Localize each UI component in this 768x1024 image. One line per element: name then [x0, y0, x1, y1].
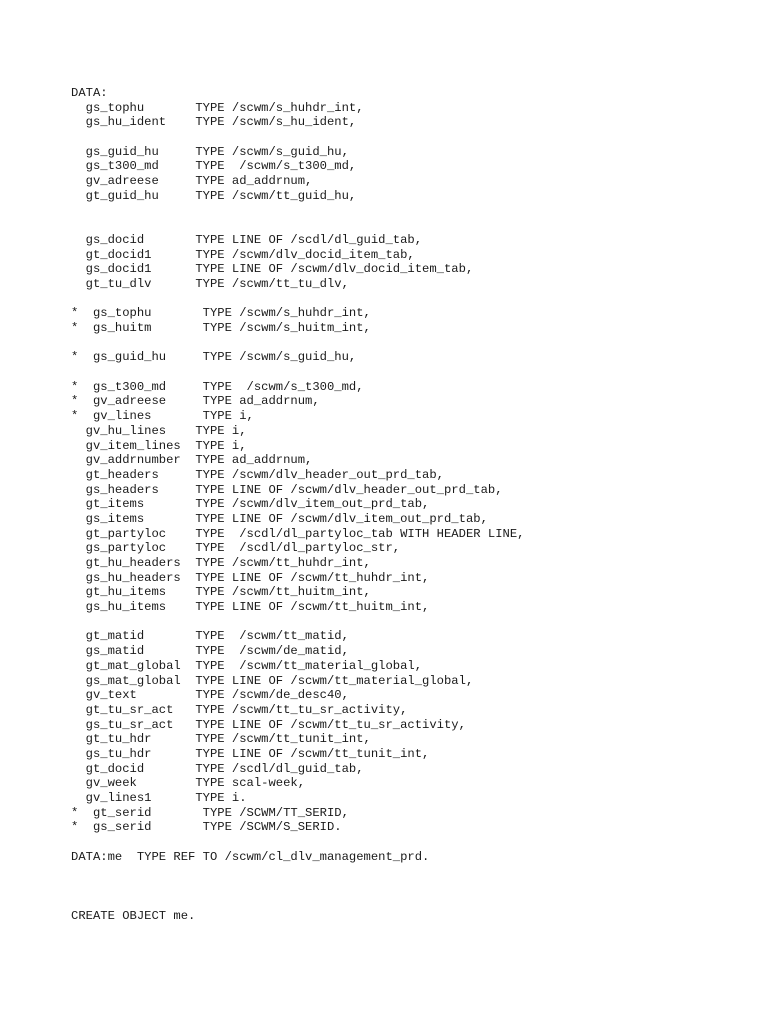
code-line: gs_hu_headers TYPE LINE OF /scwm/tt_huhdr_int, [71, 570, 430, 585]
code-line: gv_item_lines TYPE i, [71, 438, 247, 453]
code-line: gv_adreese TYPE ad_addrnum, [71, 174, 313, 189]
code-line: gt_hu_headers TYPE /scwm/tt_huhdr_int, [71, 556, 371, 570]
code-line: gt_partyloc TYPE /scdl/dl_partyloc_tab WITH HEADER LINE, [71, 526, 525, 541]
code-line: gt_items TYPE /scwm/dlv_item_out_prd_tab, [71, 497, 430, 512]
code-line: gt_matid TYPE /scwm/tt_matid, [71, 629, 349, 644]
code-line: gs_docid TYPE LINE OF /scdl/dl_guid_tab, [71, 232, 423, 247]
code-line: gs_headers TYPE LINE OF /scwm/dlv_header_out_prd_tab, [71, 482, 503, 497]
code-line: gt_headers TYPE /scwm/dlv_header_out_prd_tab, [71, 467, 444, 482]
code-line [71, 130, 751, 145]
code-line: * gs_guid_hu TYPE /scwm/s_guid_hu, [71, 350, 357, 365]
code-line: gt_tu_hdr TYPE /scwm/tt_tunit_int, [71, 732, 371, 747]
code-line: CREATE OBJECT me. [71, 908, 196, 923]
code-line: * gt_serid TYPE /SCWM/TT_SERID, [71, 805, 349, 820]
code-line [71, 365, 751, 380]
code-line: * gs_huitm TYPE /scwm/s_huitm_int, [71, 321, 371, 335]
code-line: gv_hu_lines TYPE i, [71, 423, 247, 438]
code-line [71, 864, 751, 879]
code-line [71, 292, 751, 307]
code-line: gt_guid_hu TYPE /scwm/tt_guid_hu, [71, 188, 357, 203]
code-line: gs_hu_ident TYPE /scwm/s_hu_ident, [71, 115, 357, 130]
code-line: gv_text TYPE /scwm/de_desc40, [71, 688, 349, 703]
code-line: gv_lines1 TYPE i. [71, 791, 247, 805]
code-line: * gv_adreese TYPE ad_addrnum, [71, 394, 320, 409]
code-line: * gv_lines TYPE i, [71, 409, 254, 424]
code-line: gv_week TYPE scal-week, [71, 776, 306, 791]
code-line: * gs_t300_md TYPE /scwm/s_t300_md, [71, 379, 364, 394]
code-line: gs_t300_md TYPE /scwm/s_t300_md, [71, 159, 357, 174]
code-line: gt_docid1 TYPE /scwm/dlv_docid_item_tab, [71, 247, 415, 262]
code-line [71, 336, 751, 351]
code-line: DATA:me TYPE REF TO /scwm/cl_dlv_management_prd. [71, 849, 430, 864]
code-line: gs_tu_hdr TYPE LINE OF /scwm/tt_tunit_int, [71, 746, 430, 761]
code-line [71, 218, 751, 233]
code-line: gs_partyloc TYPE /scdl/dl_partyloc_str, [71, 541, 401, 556]
code-line [71, 615, 751, 630]
code-line: gs_guid_hu TYPE /scwm/s_guid_hu, [71, 144, 349, 159]
code-line: gv_addrnumber TYPE ad_addrnum, [71, 453, 313, 468]
code-line: gs_tophu TYPE /scwm/s_huhdr_int, [71, 100, 364, 115]
code-line: gt_mat_global TYPE /scwm/tt_material_global, [71, 658, 423, 673]
code-line: * gs_serid TYPE /SCWM/S_SERID. [71, 820, 342, 835]
code-line: gt_tu_sr_act TYPE /scwm/tt_tu_sr_activity, [71, 702, 408, 717]
code-line [71, 894, 751, 909]
code-line: gt_tu_dlv TYPE /scwm/tt_tu_dlv, [71, 276, 349, 291]
code-line: gs_matid TYPE /scwm/de_matid, [71, 644, 349, 659]
code-line: gs_mat_global TYPE LINE OF /scwm/tt_material_global, [71, 673, 474, 688]
code-document [71, 86, 751, 923]
code-line: gt_hu_items TYPE /scwm/tt_huitm_int, [71, 585, 371, 600]
code-line: gs_docid1 TYPE LINE OF /scwm/dlv_docid_item_tab, [71, 262, 474, 277]
code-line: gt_docid TYPE /scdl/dl_guid_tab, [71, 761, 364, 776]
code-line: gs_items TYPE LINE OF /scwm/dlv_item_out_prd_tab, [71, 511, 488, 526]
code-line [71, 879, 751, 894]
code-line: * gs_tophu TYPE /scwm/s_huhdr_int, [71, 306, 371, 321]
code-line: gs_tu_sr_act TYPE LINE OF /scwm/tt_tu_sr_activity, [71, 717, 466, 732]
code-line [71, 835, 751, 850]
code-line: gs_hu_items TYPE LINE OF /scwm/tt_huitm_int, [71, 600, 430, 615]
code-line [71, 204, 751, 219]
code-line: DATA: [71, 86, 108, 100]
